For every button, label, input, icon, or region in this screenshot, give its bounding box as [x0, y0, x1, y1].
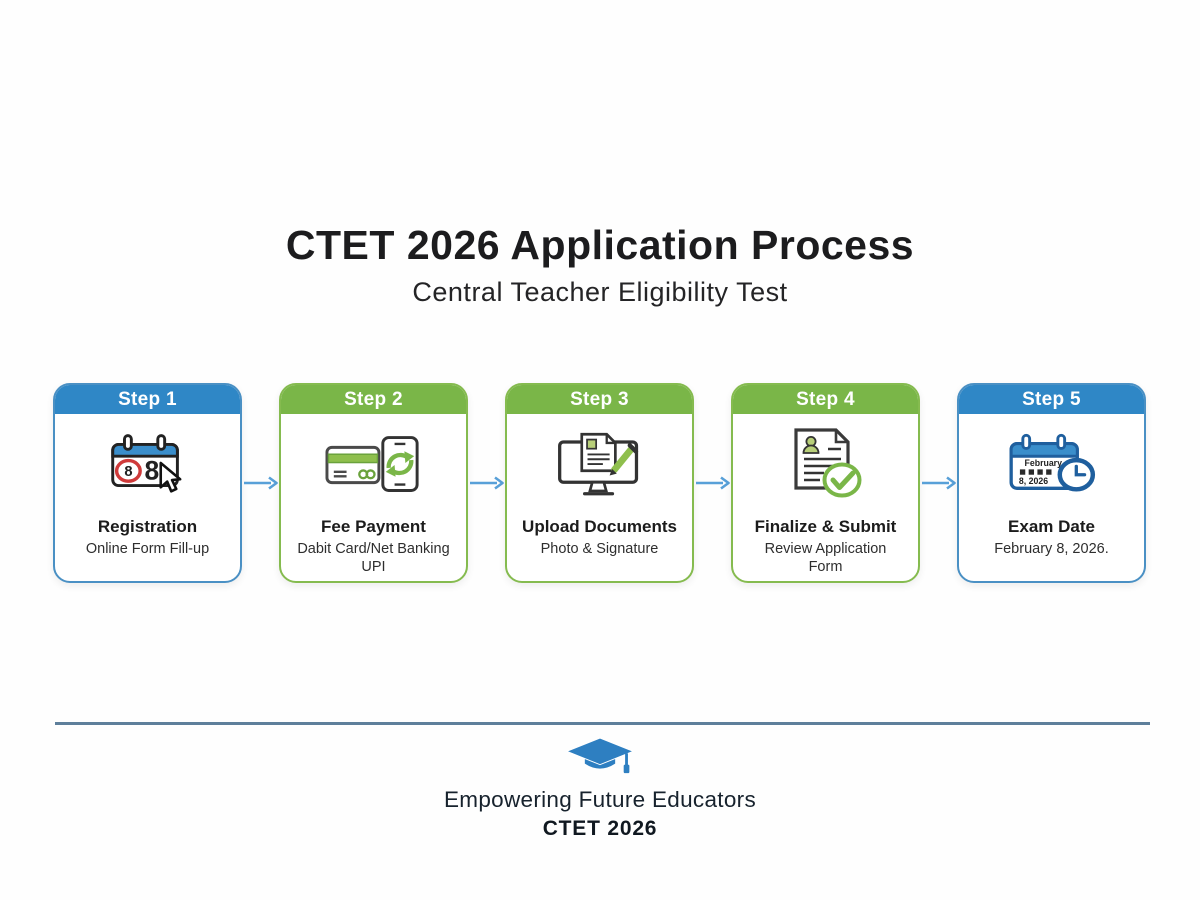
- footer: [0, 736, 1200, 841]
- step-card-registration: [53, 383, 242, 583]
- calendar-click-icon: [99, 430, 197, 500]
- step-title: Exam Date: [1008, 517, 1095, 536]
- step-subtitle: Review Application: [764, 541, 887, 557]
- page-subtitle: Central Teacher Eligibility Test: [412, 277, 788, 307]
- step-title: Fee Payment: [321, 517, 426, 536]
- footer-brand: CTET 2026: [542, 817, 658, 840]
- step-card-finalize-submit: [731, 383, 920, 583]
- step-header: Step 2: [281, 385, 466, 414]
- step-body: [733, 414, 918, 581]
- step-header: Step 1: [55, 385, 240, 414]
- footer-tagline: Empowering Future Educators: [444, 787, 756, 812]
- step-subtitle: February 8, 2026.: [994, 541, 1109, 557]
- title-block: [0, 222, 1200, 308]
- step-header: Step 3: [507, 385, 692, 414]
- step-subtitle: Dabit Card/Net Banking: [297, 541, 450, 557]
- step-body: [959, 414, 1144, 581]
- step-body: [281, 414, 466, 581]
- svg-text:8: 8: [123, 463, 132, 480]
- graduation-cap-icon: [564, 736, 636, 780]
- form-check-icon: [784, 428, 868, 502]
- calendar-clock-icon: [1003, 430, 1101, 500]
- svg-text:8, 2026: 8, 2026: [1018, 475, 1048, 486]
- step-subtitle: Photo & Signature: [540, 541, 659, 557]
- step-header: Step 5: [959, 385, 1144, 414]
- step-title: Finalize & Submit: [754, 517, 897, 536]
- arrow-right-icon: [469, 476, 505, 490]
- step-subtitle-2: UPI: [361, 558, 386, 575]
- step-title: Upload Documents: [522, 517, 677, 536]
- step-card-upload-documents: [505, 383, 694, 583]
- svg-text:February: February: [1024, 457, 1062, 468]
- arrow-right-icon: [921, 476, 957, 490]
- svg-text:8: 8: [144, 455, 159, 486]
- arrow-right-icon: [243, 476, 279, 490]
- step-subtitle-2: Form: [808, 558, 843, 575]
- step-body: [507, 414, 692, 581]
- footer-divider: [55, 722, 1150, 725]
- process-steps-row: [53, 383, 1146, 583]
- arrow-right-icon: [695, 476, 731, 490]
- step-subtitle: Online Form Fill-up: [85, 541, 210, 557]
- page-title: CTET 2026 Application Process: [285, 222, 915, 268]
- step-header: Step 4: [733, 385, 918, 414]
- step-title: Registration: [97, 517, 198, 536]
- step-card-fee-payment: [279, 383, 468, 583]
- step-card-exam-date: [957, 383, 1146, 583]
- card-phone-payment-icon: [325, 434, 423, 496]
- step-body: [55, 414, 240, 581]
- monitor-document-upload-icon: [552, 429, 648, 501]
